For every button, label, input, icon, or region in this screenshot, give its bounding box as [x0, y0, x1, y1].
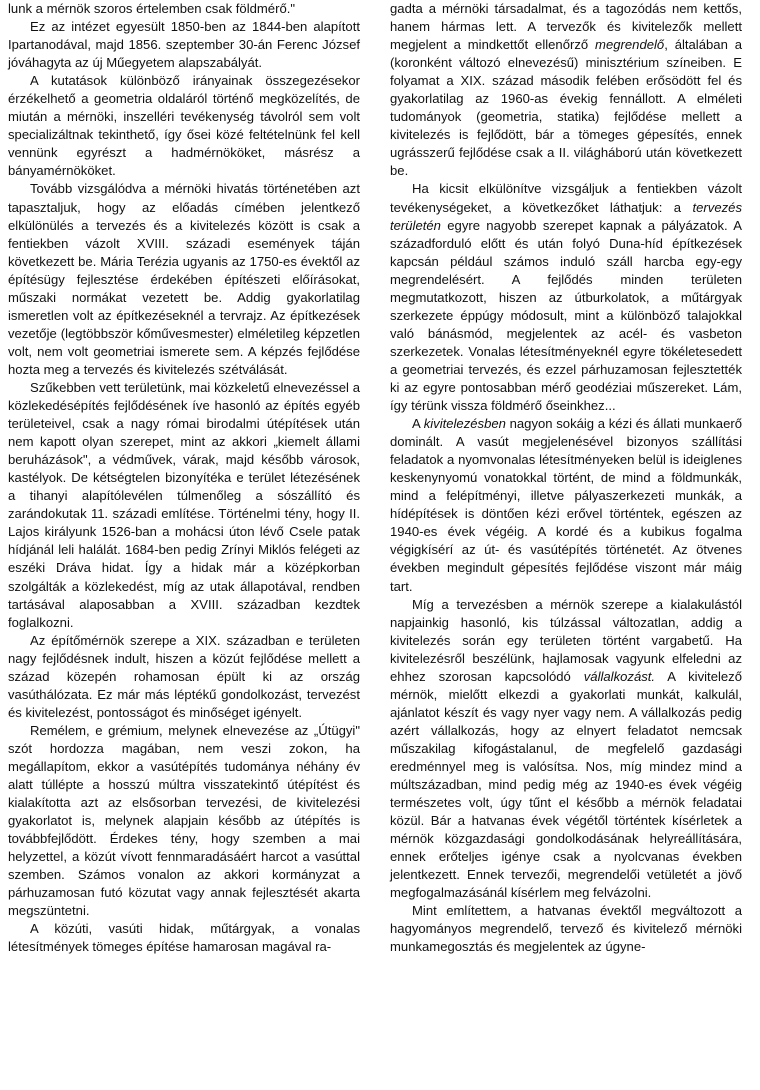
- emphasis: tervezés területén: [390, 199, 742, 233]
- paragraph: Az építőmérnök szerepe a XIX. században e területen nagy fejlődésnek indult, hiszen a közút fejlődése mellett a század közepén rohamosan épült ki az ország vasúthálózata. Ez már más léptékű gondolkozást, tervezést és kivitelezést, pontosságot és minőséget igényelt.: [8, 632, 360, 720]
- text-run: Ha kicsit elkülönítve vizsgáljuk a fentiekben vázolt tevékenységeket, a következőket láthatjuk: a: [390, 181, 742, 215]
- paragraph: [390, 596, 742, 903]
- paragraph: lunk a mérnök szoros értelemben csak földmérő.": [8, 1, 296, 16]
- paragraph: Mint említettem, a hatvanas évektől megváltozott a hagyományos megrendelő, tervező és kivitelező mérnöki munkamegosztás és megjelentek az úgyne-: [390, 903, 742, 955]
- paragraph: [390, 0, 742, 180]
- paragraph: Ez az intézet egyesült 1850-ben az 1844-ben alapított Ipartanodával, majd 1856. szeptember 30-án Ferenc József jóváhagyta az új Műegyetem alapszabályát.: [8, 19, 360, 71]
- text-run: A kivitelező mérnök, mielőtt elkezdi a gyakorlati munkát, kalkulál, ajánlatot készít és vagy nyer vagy nem. A vállalkozás pedig azért vállalkozás, hogy az elnyert feladatot nemcsak műszakilag kifogástalanul, de megfelelő gazdasági eredménnyel meg is valósítsa. Nos, míg mindez mind a múltszázadban, mind pedig még az 1940-es évek végéig természetes volt, úgy tűnt el később a mérnök feladatai közül. Bár a hatvanas évek végétől történtek kísérletek a mérnök közgazdasági gondolkodásának helyreállítására, ennek erőteljes igénye csak a nyolcvanas években jelentkezett. Ennek tervezői, megrendelői vetületét a jövő megfogalmazásánál kísérlem meg felvázolni.: [390, 668, 742, 901]
- paragraph: Szűkebben vett területünk, mai közkeletű elnevezéssel a közlekedésépítés fejlődésének íve hasonló az építés egyéb területeivel, csak a nagy római birodalmi útépítések után nem kapott olyan szerepet, mint az akkori „kiemelt állami beruházások", a védművek, várak, majd később városok, kastélyok. De kétségtelen bizonyítéka e terület létezésének a tihanyi alapítólevélen túlmenőleg a sószállító és zarándokutak 11. századi említése. Történelmi tény, hogy II. Lajos királyunk 1526-ban a mohácsi úton lévő Csele patak hídjánál leli halálát. 1684-ben pedig Zrínyi Miklós felégeti az eszéki Dráva hidat. Így a hidak már a középkorban szolgálták a közlekedést, míg az utak állapotával, rendben tartásával alaposabban a XVIII. században kezdtek foglalkozni.: [8, 379, 360, 630]
- paragraph: A közúti, vasúti hidak, műtárgyak, a vonalas létesítmények tömeges építése hamarosan magával ra-: [8, 921, 360, 955]
- right-column: [390, 0, 742, 956]
- emphasis: megrendelő: [595, 37, 665, 53]
- text-run: egyre nagyobb szerepet kapnak a pályázatok. A századforduló előtt és után folyó Duna-híd építkezések kapcsán például számos induló száll harcba egy-egy megrendelésért. A fejlődés minden területen megmutatkozott, hiszen az útburkolatok, a műtárgyak szerkezete éppúgy módosult, mint a különböző talajokkal való bánásmód, megjelentek az acél- és vasbeton szerkezetek. Vonalas létesítményeknél egyre tökéletesedett a geometriai tervezés, és ezzel párhuzamosan fejlesztették ki az egyre pontosabban mérő geodéziai műszereket. Lám, így térünk vissza földmérő őseinkhez...: [390, 217, 742, 414]
- emphasis: vállalkozást.: [583, 668, 656, 684]
- text-run: Míg a tervezésben a mérnök szerepe a kialakulástól napjainkig hasonló, kis túlzással változatlan, addig a kivitelezés során egy területen történt vargabetű. Ha kivitelezésről beszélünk, hajlamosak vagyunk elfeledni az ehhez szorosan kapcsolódó: [390, 596, 742, 684]
- paragraph: Remélem, e grémium, melynek elnevezése az „Útügyi" szót hordozza magában, nem veszi zokon, ha megállapítom, ekkor a vasútépítés tudománya néhány év alatt túllépte a hosszú múltra visszatekintő útépítést és kialakította azt az elsősorban tervezési, de kivitelezési gyakorlatot is, melynek alapjain később az útépítés is továbbfejlődött. Érdekes tény, hogy szemben a mai helyzettel, a közút vívott fennmaradásáért harcot a vasúttal szemben. Számos vonalon az akkori kormányzat a párhuzamosan futó közutat vagy annak fejlesztését akarta megszüntetni.: [8, 722, 360, 919]
- emphasis: kivitelezésben: [423, 416, 506, 432]
- text-run: , általában a (koronként változó elnevezésű) minisztérium színeiben. E folyamat a XIX. század második felében erősödött fel és gyakorlatilag az 1960-as évekig fennállott. A elméleti tudományok (geometria, statika) fejlődése mellett a kivitelezés is fejlődött, bár a tömeges gépesítés, ennek ugrásszerű fejlődése csak a II. világháború után következett be.: [390, 37, 742, 179]
- paragraph: A kutatások különböző irányainak összegezésekor érzékelhető a geometria oldaláról történő megközelítés, de miután a mérnöki, inszelléri tevékenység távolról sem volt specializáltnak tekinthető, így ősei közé feltételnünk fel kell vennünk egyrészt a hadmérnököket, másrész a bányamérnököket.: [8, 73, 360, 179]
- text-run: A: [412, 416, 424, 432]
- text-run: nagyon sokáig a kézi és állati munkaerő dominált. A vasút megjelenésével bizonyos szállítási feladatok a nyomvonalas létesítményeken belül is ideiglenes keskenynyomú vonatokkal történt, de mind a földmunkák, mind a felépítményi, illetve pályaszerkezeti munkák, a hídépítések is döntően kézi erővel történtek, egészen az 1940-es évek végéig. A kordé és a kubikus fogalma végigkísérí az út- és vasútépítés történetét. Az ötvenes években megindult gépesítés fejlődése viszont már máig tart.: [390, 416, 742, 594]
- text-run: gadta a mérnöki társadalmat, és a tagozódás nem kettős, hanem hármas lett. A tervezők és kivitelezők mellett megjelent a mindkettőt ellenőrző: [390, 1, 742, 53]
- paragraph: [390, 180, 742, 415]
- paragraph: Tovább vizsgálódva a mérnöki hivatás történetében azt tapasztaljuk, hogy az előadás címében jelentkező elkülönülés a tervezés és a kivitelezés között is csak a fentiekben vázolt XVIII. századi események táján következett be. Mária Terézia ugyanis az 1750-es évektől az építésügy fejlesztése érdekében építészeti előírásokat, műszaki normákat vezetett be. Addig gyakorlatilag ismeretlen volt az építkezéseknél a tervrajz. Az építkezések vezetője (legtöbbször kőművesmester) elméletileg képzetlen volt, nem volt geometriai ismerete sem. A képzés fejlődése hozta meg a tervezés és kivitelezés szétválását.: [8, 181, 360, 377]
- paragraph: [390, 415, 742, 595]
- left-column: [8, 0, 360, 956]
